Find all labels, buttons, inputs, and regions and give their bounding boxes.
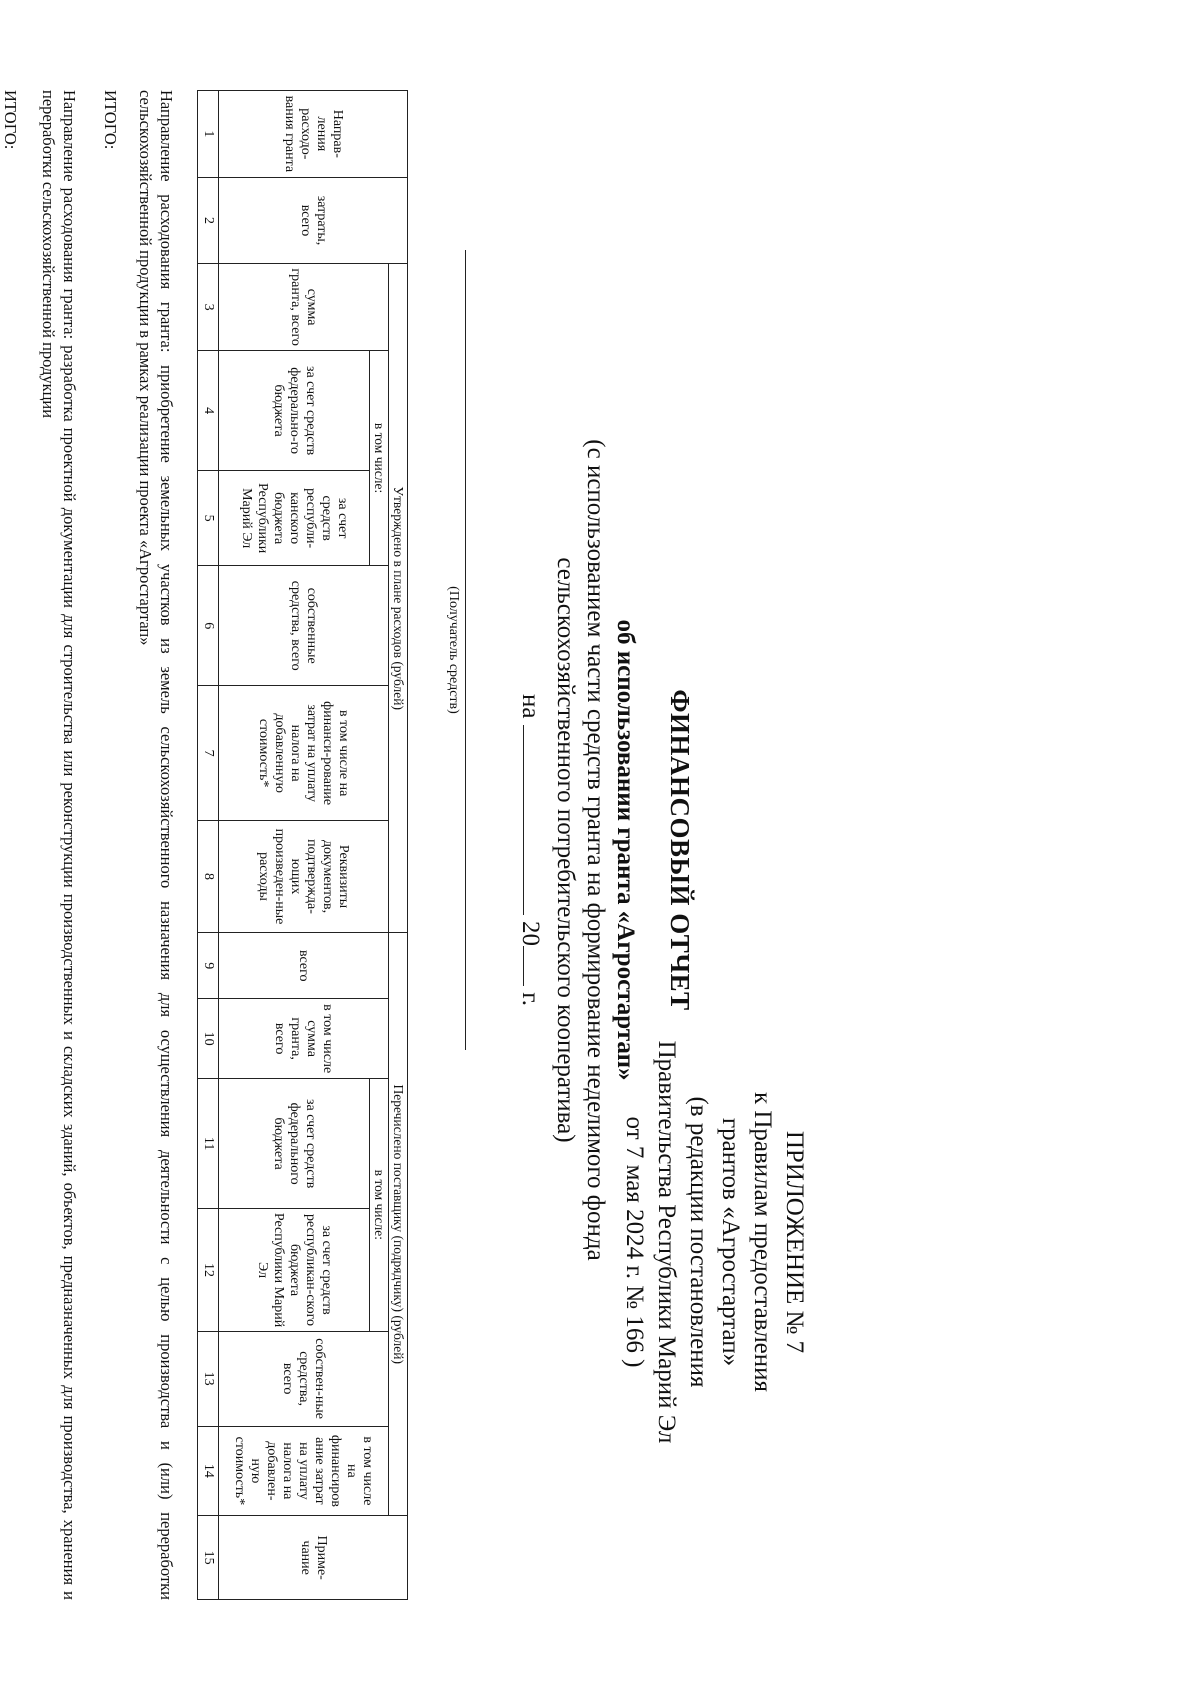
header-col-9: всего [219, 933, 389, 999]
column-number: 5 [198, 471, 219, 566]
date-prefix: на [517, 694, 544, 719]
header-col-7: в том числе на финанси-рование затрат на уплату налога на добавленную стоимость* [219, 686, 389, 821]
table-group-row [389, 91, 408, 1600]
header-col-5: за счет средств республи-канского бюджета Республики Марий Эл [219, 471, 370, 566]
report-subtitle: об использовании гранта «Агростартап» [612, 619, 639, 1081]
report-subtitle-line3: сельскохозяйственного потребительского кооператива) [552, 557, 579, 1143]
header-col-2: затраты, всего [219, 177, 408, 264]
header-col-11: за счет средств федерального бюджета [219, 1078, 370, 1208]
total-project-documentation: ИТОГО: [1, 90, 20, 150]
column-number: 14 [198, 1426, 219, 1516]
column-number: 15 [198, 1516, 219, 1600]
recipient-line [465, 250, 480, 1050]
subgroup-transferred-incl: в том числе: [370, 1078, 389, 1331]
table-subgroup-row [370, 91, 389, 1600]
group-transferred: Перечислено поставщику (подрядчику) (рублей) [389, 933, 408, 1516]
subgroup-approved-incl: в том числе: [370, 350, 389, 565]
column-number: 9 [198, 933, 219, 999]
appendix-government: Правительства Республики Марий Эл [653, 1040, 680, 1444]
column-number: 3 [198, 264, 219, 351]
header-col-4: за счет средств федерально-го бюджета [219, 350, 370, 470]
report-date-line [516, 70, 546, 1630]
header-col-1: Направ-ления расходо-вания гранта [219, 91, 408, 178]
date-century: 20 [517, 921, 544, 947]
date-day-month-blank [523, 725, 546, 915]
appendix-number: ПРИЛОЖЕНИЕ № 7 [781, 1130, 808, 1354]
report-title: ФИНАНСОВЫЙ ОТЧЕТ [665, 689, 695, 1011]
column-number: 4 [198, 350, 219, 470]
header-col-12: за счет средств республикан-ского бюджета Республики Марий Эл [219, 1209, 370, 1331]
rotated-page [1, 70, 940, 1630]
total-land-purchase: ИТОГО: [101, 90, 120, 150]
column-number: 7 [198, 686, 219, 821]
table-number-row [198, 91, 219, 1600]
appendix-grants: грантов «Агростартап» [717, 1117, 744, 1367]
header-col-13: собствен-ные средства, всего [219, 1331, 389, 1426]
header-col-8: Реквизиты документов, подтвержда-ющих произведен-ные расходы [219, 820, 389, 932]
column-number: 11 [198, 1078, 219, 1208]
column-number: 13 [198, 1331, 219, 1426]
column-number: 8 [198, 820, 219, 932]
appendix-edition: (в редакции постановления [685, 1096, 712, 1388]
column-number: 12 [198, 1209, 219, 1331]
column-number: 2 [198, 177, 219, 264]
header-col-10: в том числе сумма гранта, всего [219, 999, 389, 1079]
header-col-15: Приме-чание [219, 1516, 408, 1600]
report-subtitle-line2: (с использованием части средств гранта на формирование неделимого фонда [582, 439, 609, 1261]
column-number: 1 [198, 91, 219, 178]
appendix-rules: к Правилам предоставления [749, 1091, 776, 1393]
financial-table [197, 90, 408, 1600]
appendix-date: от 7 мая 2024 г. № 166 ) [621, 1116, 648, 1368]
report-title-block [516, 70, 695, 1630]
date-year-blank [523, 946, 546, 986]
direction-land-purchase: Направление расходования гранта: приобретение земельных участков из земель сельскохозяйственного назначения для осуществления деятельности с целью производства и (или) переработки сельскохозяйственной продукции в рамках реализации проекта «Агростартап» [136, 90, 176, 1600]
header-col-6: собственные средства, всего [219, 566, 389, 686]
header-col-14: в том числе на финансиров ание затрат на уплату налога на добавлен-ную стоимость* [219, 1426, 389, 1516]
date-suffix: г. [517, 992, 544, 1006]
column-number: 6 [198, 566, 219, 686]
direction-project-documentation: Направление расходования гранта: разработка проектной документации для строительства или реконструкции производственных и складских зданий, объектов, предназначенных для производства, хранения и переработки сельскохозяйственной продукции [39, 90, 79, 1600]
recipient-caption: (Получатель средств) [446, 586, 461, 714]
group-approved: Утверждено в плане расходов (рублей) [389, 264, 408, 933]
recipient-field [445, 250, 480, 1050]
header-col-3: сумма гранта, всего [219, 264, 389, 351]
column-number: 10 [198, 999, 219, 1079]
